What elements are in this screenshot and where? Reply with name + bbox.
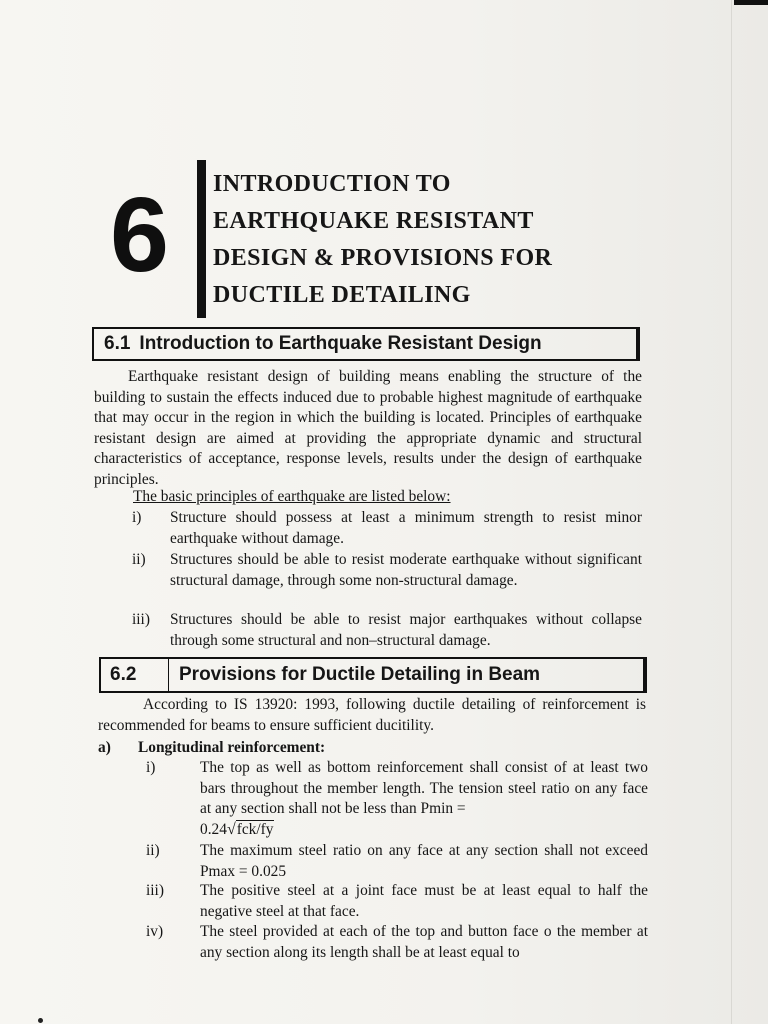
intro-paragraph: Earthquake resistant design of building means enabling the structure of the building to sustain the effects induced due to probable highest magnitude of earthquake that may occur in the region in which the building is located. Principles of earthquake resistant design are aimed at providing the appropriate dynamic and structural characteristics of acceptance, response levels, results under the design of earthquake principles. (94, 368, 642, 488)
list-marker: iii) (132, 611, 150, 628)
chapter-title-line: EARTHQUAKE RESISTANT (213, 208, 534, 234)
list-text: Structures should be able to resist major earthquakes without collapse through some structural and non–structural damage. (170, 611, 642, 649)
margin-dot (38, 1018, 43, 1023)
page-edge-shadow (731, 0, 732, 1024)
subsection-marker: a) (98, 739, 111, 756)
section-heading-6-1 (92, 327, 640, 361)
list-marker: i) (146, 759, 156, 776)
section-heading-divider (168, 659, 169, 691)
list-text: Structures should be able to resist moderate earthquake without significant structural damage, through some non-structural damage. (170, 551, 642, 589)
list-text: The positive steel at a joint face must be at least equal to half the negative steel at that face. (200, 882, 648, 920)
list-marker: iv) (146, 923, 164, 940)
list-text: The steel provided at each of the top and button face o the member at any section along its length shall be at least equal to (200, 923, 648, 961)
chapter-title-line: DESIGN & PROVISIONS FOR (213, 245, 553, 271)
page-corner-mark (734, 0, 768, 5)
chapter-title-line: INTRODUCTION TO (213, 171, 451, 197)
section-number: 6.2 (110, 664, 137, 685)
chapter-divider-bar (197, 160, 206, 318)
section-title: Introduction to Earthquake Resistant Design (139, 333, 542, 354)
list-text: The top as well as bottom reinforcement shall consist of at least two bars throughout the member length. The tension steel ratio on any face at any section shall not be less than Pmin = (200, 759, 648, 817)
list-marker: iii) (146, 882, 164, 899)
chapter-title-line: DUCTILE DETAILING (213, 282, 471, 308)
list-body (200, 758, 648, 840)
section-number: 6.1 (104, 333, 131, 354)
ductile-paragraph: According to IS 13920: 1993, following ductile detailing of reinforcement is recommended for beams to ensure sufficient ducitility. (98, 696, 646, 734)
chapter-title (213, 166, 633, 314)
section-heading-6-2 (99, 657, 647, 693)
pmin-formula (200, 821, 274, 838)
square-root-icon: √ (226, 820, 236, 838)
formula-radicand: fck/fy (236, 820, 274, 838)
list-text: The maximum steel ratio on any face at any section shall not exceed Pmax = 0.025 (200, 842, 648, 880)
section-title: Provisions for Ductile Detailing in Beam (179, 664, 541, 685)
list-marker: ii) (132, 551, 146, 568)
list-marker: i) (132, 509, 142, 526)
list-text: Structure should possess at least a minimum strength to resist minor earthquake without damage. (170, 509, 642, 547)
subsection-heading (98, 738, 325, 759)
principles-lead: The basic principles of earthquake are listed below: (133, 488, 451, 505)
formula-coefficient: 0.24 (200, 820, 227, 838)
chapter-number: 6 (110, 176, 169, 294)
list-marker: ii) (146, 842, 160, 859)
subsection-title: Longitudinal reinforcement: (138, 739, 326, 756)
